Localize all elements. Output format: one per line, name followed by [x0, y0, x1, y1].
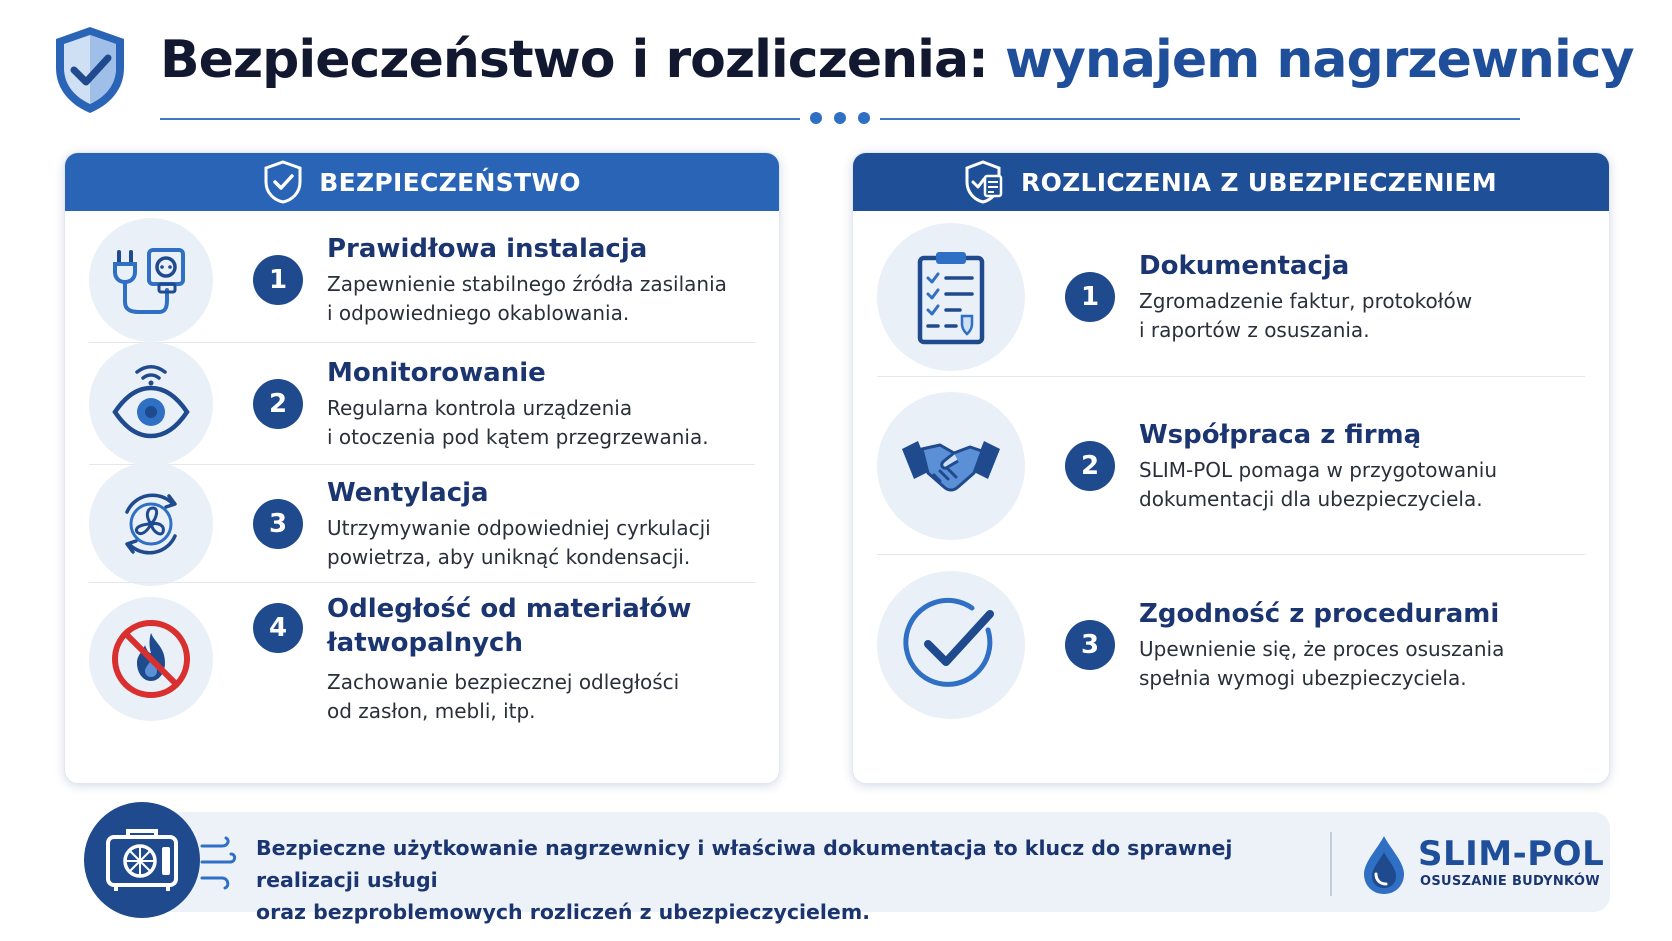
step-number: 2: [253, 379, 303, 429]
handshake-icon: [877, 392, 1025, 540]
divider-dots: [810, 112, 870, 126]
clipboard-checklist-icon: [877, 223, 1025, 371]
item-title: Prawidłowa instalacja: [327, 234, 648, 264]
item-title: Współpraca z firmą: [1139, 420, 1422, 450]
heater-icon: [84, 802, 200, 918]
insurance-panel: [852, 152, 1610, 784]
no-fire-icon: [89, 597, 213, 721]
footer-message: Bezpieczne użytkowanie nagrzewnicy i właściwa dokumentacja to klucz do sprawnej realizacji usługi oraz bezproblemowych rozliczeń z ubezpieczycielem.: [256, 836, 1233, 924]
step-number: 3: [1065, 620, 1115, 670]
safety-item-4: [89, 583, 755, 735]
fan-ventilation-icon: [89, 462, 213, 586]
insurance-item-1: [877, 217, 1585, 377]
safety-item-3: [89, 465, 755, 583]
insurance-item-3: [877, 555, 1585, 735]
plug-socket-icon: [89, 218, 213, 342]
safety-panel: [64, 152, 780, 784]
insurance-heading: ROZLICZENIA Z UBEZPIECZENIEM: [1021, 167, 1497, 197]
step-number: 1: [253, 255, 303, 305]
item-title: Dokumentacja: [1139, 251, 1350, 281]
item-title: Zgodność z procedurami: [1139, 599, 1500, 629]
item-description: Regularna kontrola urządzenia i otoczenia pod kątem przegrzewania.: [327, 396, 709, 449]
brand-tagline: OSUSZANIE BUDYNKÓW: [1420, 874, 1600, 889]
item-description: SLIM-POL pomaga w przygotowaniu dokumentacji dla ubezpieczyciela.: [1139, 458, 1497, 511]
shield-check-icon: [263, 160, 303, 204]
brand-name: SLIM-POL: [1418, 834, 1605, 874]
safety-heading: BEZPIECZEŃSTWO: [319, 167, 581, 197]
safety-item-1: [89, 217, 755, 343]
safety-panel-header: [65, 153, 779, 211]
title-main: Bezpieczeństwo i rozliczenia:: [160, 30, 988, 90]
item-description: Zapewnienie stabilnego źródła zasilania i odpowiedniego okablowania.: [327, 272, 727, 325]
item-title: Monitorowanie: [327, 358, 546, 388]
insurance-item-2: [877, 377, 1585, 555]
step-number: 1: [1065, 272, 1115, 322]
check-circle-icon: [877, 571, 1025, 719]
safety-item-2: [89, 343, 755, 465]
footer-separator: [1330, 832, 1332, 896]
item-description: Zachowanie bezpiecznej odległości od zasłon, mebli, itp.: [327, 670, 680, 723]
step-number: 3: [253, 499, 303, 549]
page-title: [160, 30, 1634, 90]
item-description: Upewnienie się, że proces osuszania spełnia wymogi ubezpieczyciela.: [1139, 637, 1505, 690]
item-description: Utrzymywanie odpowiedniej cyrkulacji powietrza, aby uniknąć kondensacji.: [327, 516, 711, 569]
shield-document-icon: [965, 160, 1005, 204]
step-number: 4: [253, 603, 303, 653]
item-title: Odległość od materiałów łatwopalnych: [327, 594, 692, 658]
item-title: Wentylacja: [327, 478, 489, 508]
title-divider-left: [160, 118, 800, 120]
step-number: 2: [1065, 441, 1115, 491]
item-description: Zgromadzenie faktur, protokołów i raportów z osuszania.: [1139, 289, 1473, 342]
airflow-icon: [198, 836, 238, 890]
water-drop-icon: [1360, 834, 1408, 896]
title-accent: wynajem nagrzewnicy: [1004, 30, 1634, 90]
eye-monitoring-icon: [89, 342, 213, 466]
title-divider-right: [880, 118, 1520, 120]
insurance-panel-header: [853, 153, 1609, 211]
shield-check-icon: [52, 24, 128, 116]
